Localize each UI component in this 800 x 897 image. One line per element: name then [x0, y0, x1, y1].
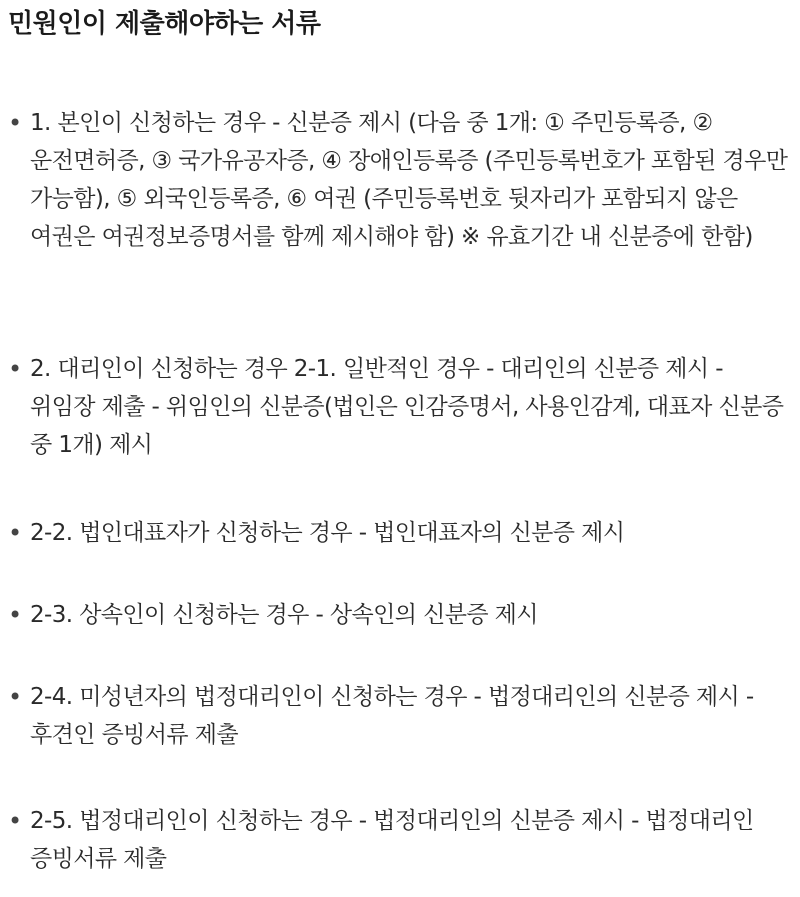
page-title: 민원인이 제출해야하는 서류 — [8, 9, 321, 39]
list-item — [8, 802, 788, 878]
bullet-icon: • — [8, 519, 23, 547]
list-item — [8, 678, 788, 754]
list-item-text: 2. 대리인이 신청하는 경우 2-1. 일반적인 경우 - 대리인의 신분증 제시 - 위임장 제출 - 위임인의 신분증(법인은 인감증명서, 사용인감계, 대표자 신분증 중 1개) 제시 — [30, 356, 784, 458]
list-item-text: 2-5. 법정대리인이 신청하는 경우 - 법정대리인의 신분증 제시 - 법정대리인 증빙서류 제출 — [30, 808, 754, 872]
list-item-text: 2-3. 상속인이 신청하는 경우 - 상속인의 신분증 제시 — [30, 602, 538, 628]
bullet-icon: • — [8, 683, 23, 711]
bullet-icon: • — [8, 807, 23, 835]
bullet-icon: • — [8, 355, 23, 383]
bullet-icon: • — [8, 109, 23, 137]
list-item-text: 2-2. 법인대표자가 신청하는 경우 - 법인대표자의 신분증 제시 — [30, 520, 625, 546]
bullet-icon: • — [8, 601, 23, 629]
list-item-text: 1. 본인이 신청하는 경우 - 신분증 제시 (다음 중 1개: ① 주민등록증, ② 운전면허증, ③ 국가유공자증, ④ 장애인등록증 (주민등록번호가 포함된 경우만 가능함), ⑤ 외국인등록증, ⑥ 여권 (주민등록번호 뒷자리가 포함되지 않은 여권은 여권정보증명서를 함께 제시해야 함) ※ 유효기간 내 신분증에 한함) — [30, 110, 788, 250]
list-item — [8, 514, 788, 552]
list-item-text: 2-4. 미성년자의 법정대리인이 신청하는 경우 - 법정대리인의 신분증 제시 - 후견인 증빙서류 제출 — [30, 684, 754, 748]
list-item — [8, 104, 788, 256]
list-item — [8, 350, 788, 464]
list-item — [8, 596, 788, 634]
